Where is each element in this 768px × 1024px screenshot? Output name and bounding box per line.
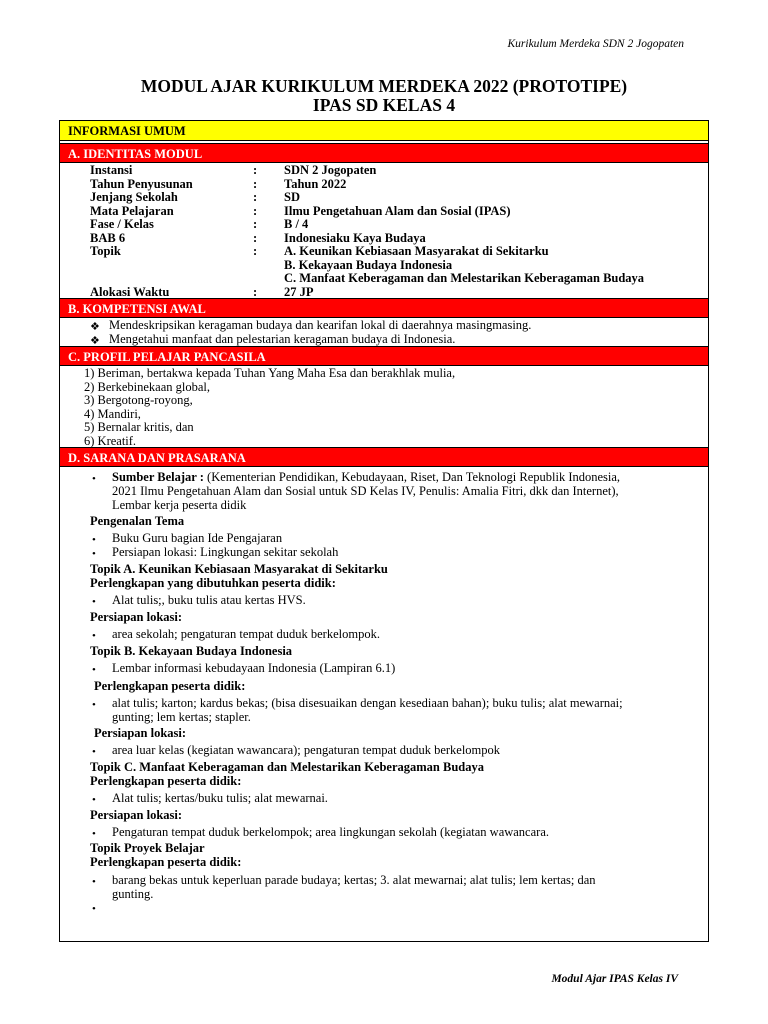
pengenalan-item: Persiapan lokasi: Lingkungan sekitar sekolah: [112, 545, 339, 559]
proyek-heading: Topik Proyek Belajar: [90, 841, 205, 855]
profil-item: 5) Bernalar kritis, dan: [84, 420, 194, 434]
bullet-icon: •: [92, 828, 96, 840]
profil-item: 6) Kreatif.: [84, 433, 137, 448]
bullet-icon: •: [92, 664, 96, 676]
topik-a-item: Alat tulis;, buku tulis atau kertas HVS.: [112, 593, 306, 607]
bullet-icon: •: [92, 548, 96, 560]
pengenalan-item: Buku Guru bagian Ide Pengajaran: [112, 531, 283, 545]
diamond-bullet-icon: ❖: [90, 321, 100, 333]
value-instansi: SDN 2 Jogopaten: [284, 163, 377, 177]
topik-b-item-cont: gunting; lem kertas; stapler.: [112, 710, 251, 724]
label-mapel: Mata Pelajaran: [90, 203, 174, 218]
label-jenjang: Jenjang Sekolah: [90, 190, 178, 204]
topik-a-perlengkapan: Perlengkapan yang dibutuhkan peserta didik:: [90, 575, 336, 590]
value-topik-b: B. Kekayaan Budaya Indonesia: [284, 257, 453, 272]
value-topik-c: C. Manfaat Keberagaman dan Melestarikan Keberagaman Budaya: [284, 271, 645, 285]
topik-c-perlengkapan: Perlengkapan peserta didik:: [90, 773, 242, 788]
colon: :: [253, 190, 258, 204]
topik-b-heading: Topik B. Kekayaan Budaya Indonesia: [90, 644, 293, 658]
bullet-icon: •: [92, 876, 96, 888]
diamond-bullet-icon: ❖: [90, 334, 100, 347]
profil-item: 3) Bergotong-royong,: [84, 393, 193, 407]
value-topik-a: A. Keunikan Kebiasaan Masyarakat di Sekitarku: [284, 244, 549, 258]
colon: :: [253, 230, 258, 245]
value-fase: B / 4: [284, 217, 309, 231]
proyek-item-cont: gunting.: [112, 887, 154, 901]
sumber-belajar-line3: Lembar kerja peserta didik: [112, 498, 247, 512]
colon: :: [253, 284, 258, 299]
profil-item: 1) Beriman, bertakwa kepada Tuhan Yang Maha Esa dan berakhlak mulia,: [84, 366, 456, 380]
profil-heading: C. PROFIL PELAJAR PANCASILA: [60, 346, 708, 366]
topik-a-item: area sekolah; pengaturan tempat duduk berkelompok.: [112, 627, 380, 641]
colon: :: [253, 176, 258, 191]
pengenalan-tema: Pengenalan Tema: [90, 514, 185, 528]
bullet-icon: •: [92, 794, 96, 806]
value-alokasi: 27 JP: [284, 284, 314, 299]
label-bab: BAB 6: [90, 230, 126, 245]
empty-bullet-icon: •: [92, 903, 96, 915]
page-header: Kurikulum Merdeka SDN 2 Jogopaten: [507, 38, 684, 50]
topik-b-item: Lembar informasi kebudayaan Indonesia (Lampiran 6.1): [112, 661, 396, 675]
bullet-icon: •: [92, 630, 96, 642]
proyek-perlengkapan: Perlengkapan peserta didik:: [90, 854, 242, 869]
label-alokasi: Alokasi Waktu: [90, 284, 170, 299]
label-tahun: Tahun Penyusunan: [90, 176, 193, 191]
profil-item: 4) Mandiri,: [84, 406, 141, 421]
sumber-text: (Kementerian Pendidikan, Kebudayaan, Riset, Dan Teknologi Republik Indonesia,: [203, 470, 621, 484]
colon: :: [253, 163, 258, 177]
bullet-icon: •: [92, 596, 96, 608]
value-jenjang: SD: [284, 190, 300, 204]
document-title: MODUL AJAR KURIKULUM MERDEKA 2022 (PROTOTIPE): [140, 76, 628, 96]
profil-item: 2) Berkebinekaan global,: [84, 379, 210, 394]
page-footer: Modul Ajar IPAS Kelas IV: [551, 973, 678, 985]
value-mapel: Ilmu Pengetahuan Alam dan Sosial (IPAS): [284, 203, 511, 218]
proyek-item: barang bekas untuk keperluan parade budaya; kertas; 3. alat mewarnai; alat tulis; lem kertas; dan: [112, 873, 596, 887]
bullet-icon: •: [92, 746, 96, 758]
label-instansi: Instansi: [90, 163, 133, 177]
topik-c-item: Pengaturan tempat duduk berkelompok; area lingkungan sekolah (kegiatan wawancara.: [112, 825, 549, 839]
kompetensi-heading: B. KOMPETENSI AWAL: [60, 298, 708, 318]
informasi-umum-heading: INFORMASI UMUM: [60, 121, 708, 141]
kompetensi-item: Mengetahui manfaat dan pelestarian keragaman budaya di Indonesia.: [109, 331, 456, 346]
topik-a-persiapan: Persiapan lokasi:: [90, 610, 183, 624]
topik-c-item: Alat tulis; kertas/buku tulis; alat mewarnai.: [112, 791, 328, 805]
label-fase: Fase / Kelas: [90, 217, 154, 231]
label-topik: Topik: [90, 244, 121, 258]
colon: :: [253, 217, 258, 231]
topik-b-item: area luar kelas (kegiatan wawancara); pengaturan tempat duduk berkelompok: [112, 743, 501, 757]
topik-b-item: alat tulis; karton; kardus bekas; (bisa disesuaikan dengan kesediaan bahan); buku tulis; alat mewarnai;: [112, 696, 623, 710]
sarana-heading: D. SARANA DAN PRASARANA: [60, 447, 708, 467]
value-bab: Indonesiaku Kaya Budaya: [284, 230, 426, 245]
document-subtitle: IPAS SD KELAS 4: [312, 95, 456, 115]
topik-c-persiapan: Persiapan lokasi:: [90, 808, 183, 822]
kompetensi-item: Mendeskripsikan keragaman budaya dan kearifan lokal di daerahnya masingmasing.: [109, 318, 532, 332]
colon: :: [253, 203, 258, 218]
bullet-icon: •: [92, 534, 96, 546]
topik-c-heading: Topik C. Manfaat Keberagaman dan Melestarikan Keberagaman Budaya: [90, 760, 485, 774]
module-table: [59, 120, 709, 942]
bullet-icon: •: [92, 699, 96, 711]
sumber-belajar-line1: [112, 471, 620, 485]
sumber-belajar-line2: 2021 Ilmu Pengetahuan Alam dan Sosial untuk SD Kelas IV, Penulis: Amalia Fitri, dkk dan Internet),: [112, 484, 619, 498]
sumber-label: Sumber Belajar :: [112, 470, 204, 484]
topik-a-heading: Topik A. Keunikan Kebiasaan Masyarakat di Sekitarku: [90, 562, 388, 576]
colon: :: [253, 244, 258, 258]
bullet-icon: •: [92, 473, 96, 485]
topik-b-persiapan: Persiapan lokasi:: [94, 726, 187, 740]
topik-b-perlengkapan: Perlengkapan peserta didik:: [94, 679, 246, 693]
value-tahun: Tahun 2022: [284, 176, 347, 191]
identitas-heading: A. IDENTITAS MODUL: [60, 143, 708, 163]
